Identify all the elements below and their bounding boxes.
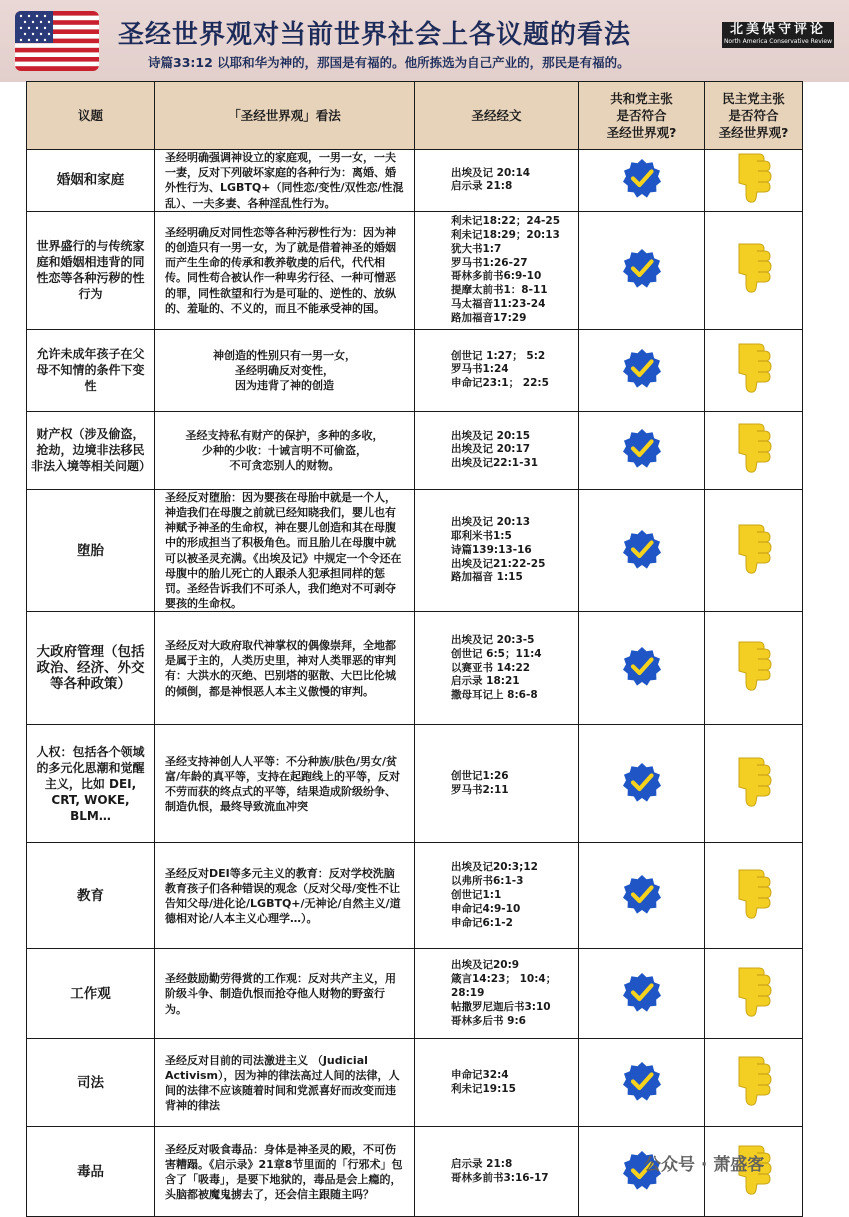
header-topic: 议题 [27,82,155,150]
check-badge-icon [622,529,662,573]
table-row [27,612,803,725]
issue-topic: 婚姻和家庭 [27,150,155,212]
republican-verdict [579,612,705,725]
header-view: 「圣经世界观」看法 [155,82,415,150]
thumbs-down-icon [735,342,773,398]
table-row [27,489,803,612]
table-body [27,150,803,1217]
check-badge-icon [622,158,662,202]
republican-verdict [579,949,705,1039]
scripture-refs: 创世记 1:27； 5:2 罗马书1:24 申命记23:1； 22:5 [415,329,579,411]
scripture-refs: 利未记18:22；24-25 利未记18:29；20:13 犹大书1:7 罗马书1:26-27 哥林多前书6:9-10 提摩太前书1：8-11 马太福音11:23-24 路加福音17:29 [415,211,579,329]
republican-verdict [579,1039,705,1127]
democrat-verdict [705,489,803,612]
democrat-verdict [705,150,803,212]
thumbs-down-icon [735,152,773,208]
page-subtitle: 诗篇33:12 以耶和华为神的，那国是有福的。他所拣选为自己产业的，那民是有福的。 [148,55,630,70]
scripture-refs: 出埃及记 20:15 出埃及记 20:17 出埃及记22:1-31 [415,411,579,489]
thumbs-down-icon [735,242,773,298]
biblical-view: 圣经反对DEI等多元主义的教育：反对学校洗脑教育孩子们各种错误的观念（反对父母/变性不让告知父母/进化论/LGBTQ+/无神论/自然主义/道德相对论/人本主义心理学…）。 [155,843,415,949]
table-row [27,949,803,1039]
biblical-view: 圣经明确强调神设立的家庭观，一男一女，一夫一妻，反对下列破坏家庭的各种行为：离婚、婚外性行为、LGBTQ+（同性恋/变性/双性恋/性混乱）、一夫多妻、各种淫乱性行为。 [155,150,415,212]
thumbs-down-icon [735,756,773,812]
page-title: 圣经世界观对当前世界社会上各议题的看法 [118,20,632,50]
scripture-refs: 创世记1:26 罗马书2:11 [415,725,579,843]
issue-topic: 财产权（涉及偷盗，抢劫，边境非法移民非法入境等相关问题） [27,411,155,489]
table-row [27,150,803,212]
thumbs-down-icon [735,868,773,924]
biblical-view: 圣经明确反对同性恋等各种污秽性行为：因为神的创造只有一男一女，为了就是借着神圣的婚姻而产生生命的传承和教养敬虔的后代，代代相传。同性苟合被认作一种卑劣行径、一种可憎恶的罪，同性欲望和行为是可耻的、逆性的、放纵的、羞耻的、不义的，而且不能承受神的国。 [155,211,415,329]
issue-topic: 司法 [27,1039,155,1127]
democrat-verdict [705,949,803,1039]
biblical-view: 圣经支持神创人人平等：不分种族/肤色/男女/贫富/年龄的真平等，支持在起跑线上的平等，反对不劳而获的终点式的平等，结果造成阶级纷争、制造仇恨，最终导致流血冲突 [155,725,415,843]
issue-topic: 大政府管理（包括政治、经济、外交等各种政策） [27,612,155,725]
watermark: 公众号 · 萧盛客 [644,1155,765,1175]
check-badge-icon [622,762,662,806]
issue-topic: 毒品 [27,1127,155,1217]
democrat-verdict [705,1039,803,1127]
biblical-view: 圣经反对目前的司法激进主义 （Judicial Activism），因为神的律法高过人间的法律，人间的法律不应该随着时间和党派喜好而改变而违背神的律法 [155,1039,415,1127]
democrat-verdict [705,843,803,949]
biblical-view: 圣经反对吸食毒品：身体是神圣灵的殿，不可伤害糟蹋。《启示录》21章8节里面的「行邪术」包含了「吸毒」，是要下地狱的，毒品是会上瘾的，头脑都被魔鬼掳去了，还会信主跟随主吗？ [155,1127,415,1217]
check-badge-icon [622,348,662,392]
scripture-refs: 申命记32:4 利未记19:15 [415,1039,579,1127]
logo-text: 北美保守评论 [729,22,826,37]
thumbs-down-icon [735,422,773,478]
page-header [0,0,849,82]
democrat-verdict [705,612,803,725]
scripture-refs: 出埃及记20:9 箴言14:23； 10:4； 28:19 帖撒罗尼迦后书3:10 哥林多后书 9:6 [415,949,579,1039]
scripture-refs: 启示录 21:8 哥林多前书3:16-17 [415,1127,579,1217]
republican-verdict [579,725,705,843]
table-row [27,411,803,489]
header-democrat: 民主党主张 是否符合 圣经世界观? [705,82,803,150]
biblical-view: 圣经鼓励勤劳得赏的工作观：反对共产主义，用阶级斗争、制造仇恨而抢夺他人财物的野蛮行为。 [155,949,415,1039]
issue-topic: 堕胎 [27,489,155,612]
table-header-row [27,82,803,150]
democrat-verdict [705,329,803,411]
table-row [27,211,803,329]
democrat-verdict [705,411,803,489]
thumbs-down-icon [735,1055,773,1111]
republican-verdict [579,211,705,329]
table-row [27,1039,803,1127]
thumbs-down-icon [735,523,773,579]
issue-topic: 人权：包括各个领域的多元化思潮和觉醒主义，比如 DEI, CRT, WOKE, BLM… [27,725,155,843]
table-row [27,725,803,843]
thumbs-down-icon [735,640,773,696]
check-badge-icon [622,428,662,472]
republican-verdict [579,329,705,411]
check-badge-icon [622,248,662,292]
biblical-view: 圣经反对大政府取代神掌权的偶像崇拜，全地都是属于主的，人类历史里，神对人类罪恶的审判有：大洪水的灭绝、巴别塔的驱散、大巴比伦城的倾倒，都是神恨恶人本主义傲慢的审判。 [155,612,415,725]
biblical-view: 圣经支持私有财产的保护，多种的多收， 少种的少收：十诫言明不可偷盗， 不可贪恋别人的财物。 [155,411,415,489]
biblical-view: 圣经反对堕胎：因为婴孩在母胎中就是一个人，神造我们在母腹之前就已经知晓我们，婴儿也有神赋予神圣的生命权，神在婴儿创造和其在母腹中的形成担当了积极角色。而且胎儿在母腹中就可以被圣灵充满。《出埃及记》中规定一个令还在母腹中的胎儿死亡的人跟杀人犯承担同样的惩罚。圣经告诉我们不可杀人，我们绝对不可剥夺婴孩的生命权。 [155,489,415,612]
democrat-verdict [705,211,803,329]
publisher-logo [722,22,834,48]
header-republican: 共和党主张 是否符合 圣经世界观? [579,82,705,150]
scripture-refs: 出埃及记 20:14 启示录 21:8 [415,150,579,212]
democrat-verdict [705,725,803,843]
republican-verdict [579,411,705,489]
us-flag-icon [15,11,99,71]
table-row [27,329,803,411]
check-badge-icon [622,646,662,690]
check-badge-icon [622,1061,662,1105]
table-row [27,843,803,949]
check-badge-icon [622,874,662,918]
republican-verdict [579,150,705,212]
biblical-view: 神创造的性别只有一男一女， 圣经明确反对变性， 因为违背了神的创造 [155,329,415,411]
header-scripture: 圣经经文 [415,82,579,150]
republican-verdict [579,843,705,949]
scripture-refs: 出埃及记 20:13 耶利米书1:5 诗篇139:13-16 出埃及记21:22-25 路加福音 1:15 [415,489,579,612]
scripture-refs: 出埃及记20:3;12 以弗所书6:1-3 创世记1:1 申命记4:9-10 申命记6:1-2 [415,843,579,949]
check-badge-icon [622,972,662,1016]
logo-subtext: North America Conservative Review [723,38,833,45]
republican-verdict [579,489,705,612]
thumbs-down-icon [735,966,773,1022]
issues-table [26,81,803,1217]
scripture-refs: 出埃及记 20:3-5 创世记 6:5；11:4 以赛亚书 14:22 启示录 18:21 撒母耳记上 8:6-8 [415,612,579,725]
issue-topic: 允许未成年孩子在父母不知情的条件下变性 [27,329,155,411]
issue-topic: 世界盛行的与传统家庭和婚姻相违背的同性恋等各种污秽的性行为 [27,211,155,329]
issue-topic: 工作观 [27,949,155,1039]
issue-topic: 教育 [27,843,155,949]
